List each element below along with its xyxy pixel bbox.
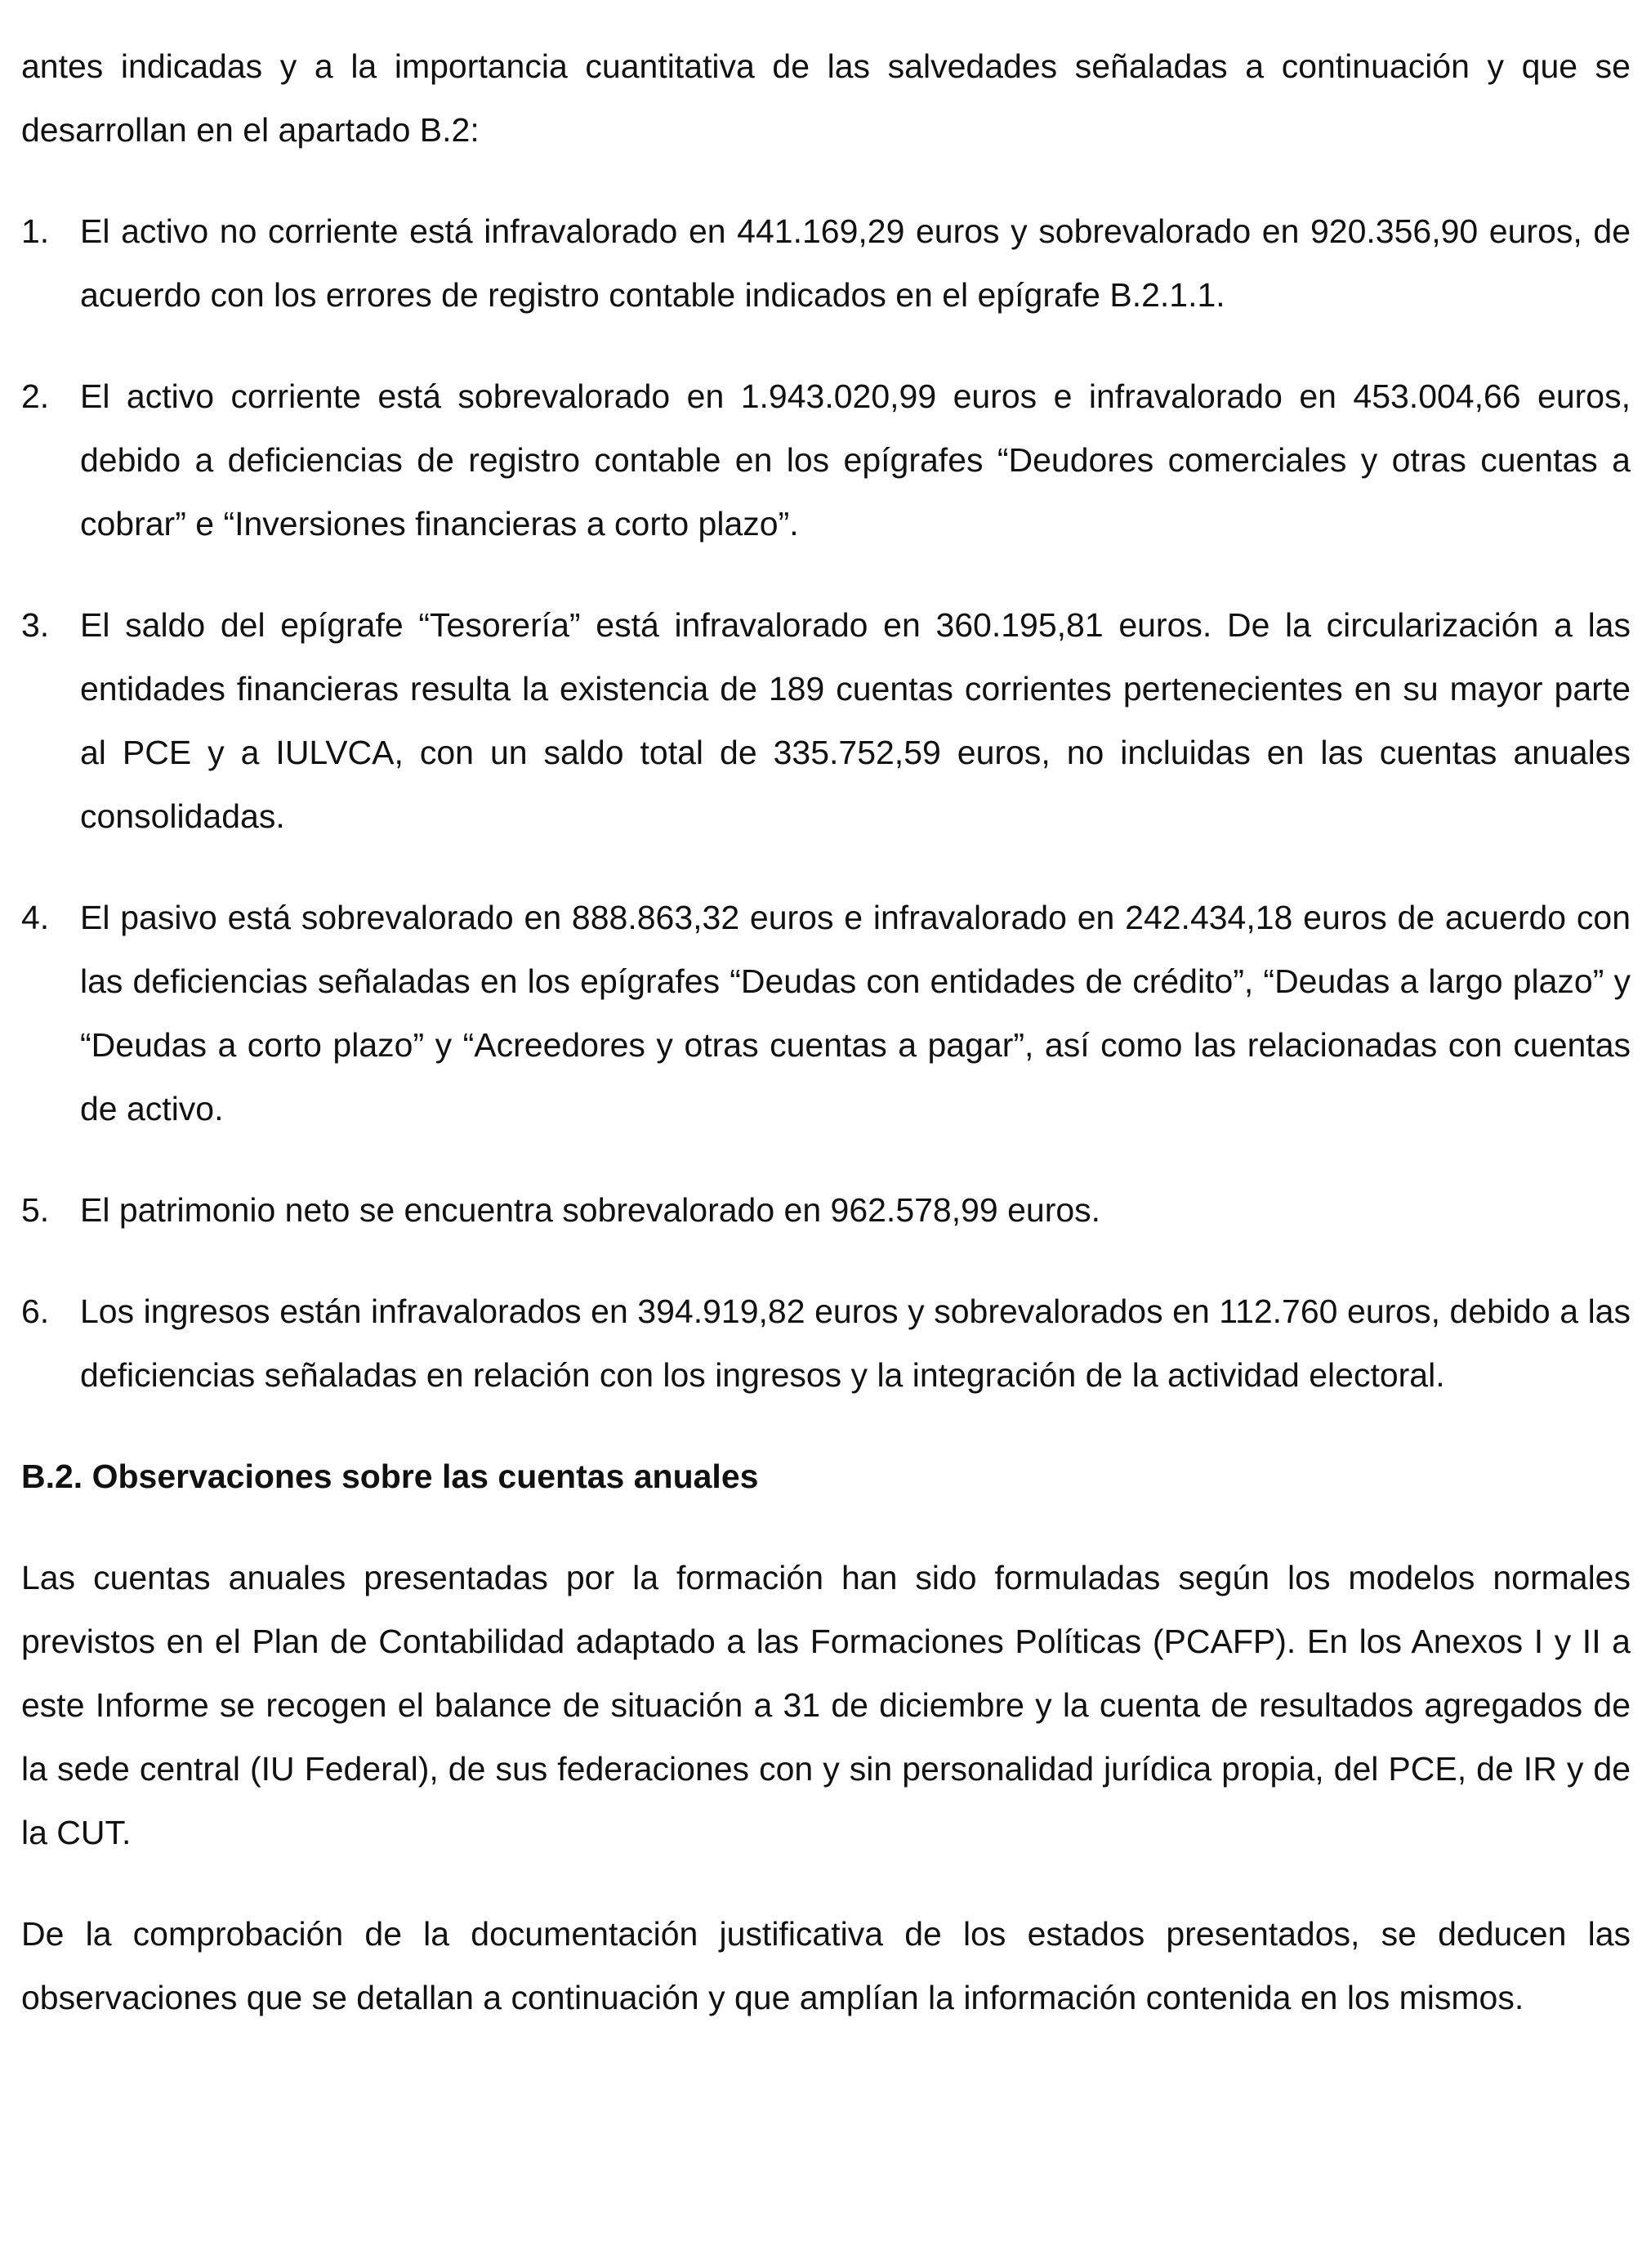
list-item	[21, 593, 1631, 848]
list-item-text: El activo corriente está sobrevalorado en 1.943.020,99 euros e infravalorado en 453.004,66 euros, debido a deficiencias de registro contable en los epígrafes “Deudores comerciales y otras cuentas a cobrar” e “Inversiones financieras a corto plazo”.	[80, 377, 1631, 542]
intro-paragraph: antes indicadas y a la importancia cuantitativa de las salvedades señaladas a continuación y que se desarrollan en el apartado B.2:	[21, 47, 1631, 149]
list-item	[21, 199, 1631, 327]
list-item-number: 5.	[21, 1191, 50, 1229]
list-item-text: El pasivo está sobrevalorado en 888.863,32 euros e infravalorado en 242.434,18 euros de acuerdo con las deficiencias señaladas en los epígrafes “Deudas con entidades de crédito”, “Deudas a largo plazo” y “Deudas a corto plazo” y “Acreedores y otras cuentas a pagar”, así como las relacionadas con cuentas de activo.	[80, 899, 1631, 1127]
list-item	[21, 886, 1631, 1141]
list-item	[21, 1279, 1631, 1407]
body-paragraph: Las cuentas anuales presentadas por la formación han sido formuladas según los modelos normales previstos en el Plan de Contabilidad adaptado a las Formaciones Políticas (PCAFP). En los Anexos I y II a este Informe se recogen el balance de situación a 31 de diciembre y la cuenta de resultados agregados de la sede central (IU Federal), de sus federaciones con y sin personalidad jurídica propia, del PCE, de IR y de la CUT.	[21, 1559, 1631, 1851]
body-paragraph: De la comprobación de la documentación justificativa de los estados presentados, se deducen las observaciones que se detallan a continuación y que amplían la información contenida en los mismos.	[21, 1915, 1631, 2016]
list-item	[21, 364, 1631, 556]
list-item-number: 4.	[21, 899, 50, 936]
list-item-number: 6.	[21, 1292, 50, 1330]
document-page	[21, 34, 1631, 2067]
list-item-text: El saldo del epígrafe “Tesorería” está infravalorado en 360.195,81 euros. De la circularización a las entidades financieras resulta la existencia de 189 cuentas corrientes pertenecientes en su mayor parte al PCE y a IULVCA, con un saldo total de 335.752,59 euros, no incluidas en las cuentas anuales consolidadas.	[80, 606, 1631, 835]
list-item	[21, 1178, 1631, 1242]
section-heading: B.2. Observaciones sobre las cuentas anuales	[21, 1458, 759, 1495]
salvedades-list	[21, 199, 1631, 1407]
list-item-text: El activo no corriente está infravalorado en 441.169,29 euros y sobrevalorado en 920.356,90 euros, de acuerdo con los errores de registro contable indicados en el epígrafe B.2.1.1.	[80, 212, 1631, 314]
list-item-text: El patrimonio neto se encuentra sobrevalorado en 962.578,99 euros.	[80, 1191, 1101, 1229]
list-item-number: 1.	[21, 212, 50, 250]
list-item-number: 3.	[21, 606, 50, 644]
list-item-number: 2.	[21, 377, 50, 415]
list-item-text: Los ingresos están infravalorados en 394.919,82 euros y sobrevalorados en 112.760 euros, debido a las deficiencias señaladas en relación con los ingresos y la integración de la actividad electoral.	[80, 1292, 1631, 1394]
